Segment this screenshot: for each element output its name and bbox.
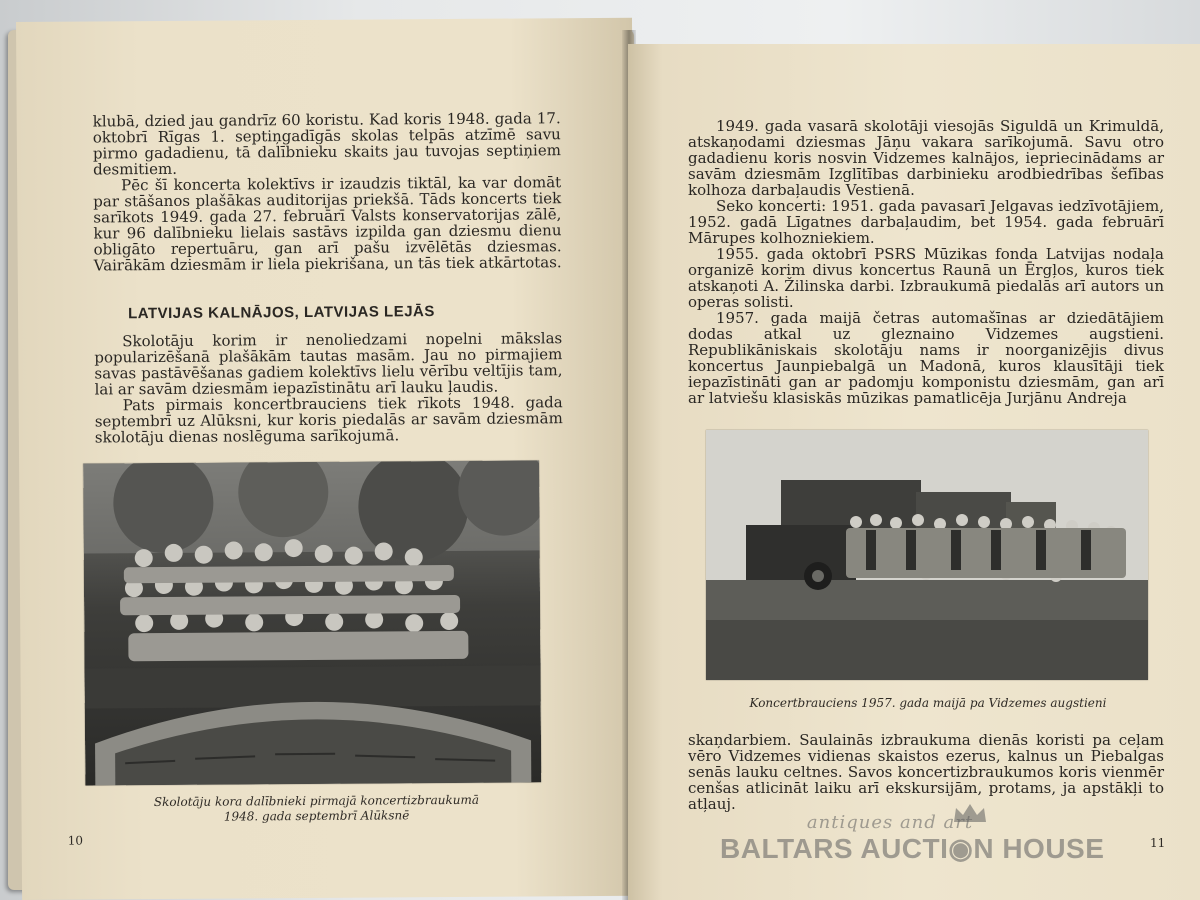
left-page-text-top: [93, 110, 562, 273]
right-page-text-bottom: [688, 732, 1164, 812]
choir-photo-image: [83, 460, 541, 785]
left-paragraph-3: Skolotāju korim ir nenoliedzami nopelni mākslas popularizēšanā plašākām tautas masām. Jau no pirmajiem savas pastāvēšanas gadiem kolektīvs lielu vērību veltījis tam, lai ar savām dziesmām iepazīstinātu arī lauku ļaudis.: [94, 329, 563, 399]
concert-trip-photo-image: [706, 430, 1148, 680]
right-paragraph-1: 1949. gada vasarā skolotāji viesojās Siguldā un Krimuldā, atskaņodami dziesmas Jāņu vakara sarīkojumā. Savu otro gadadienu koris nosvin Vidzemes kalnājos, iepriecinādams ar savām dziesmām Izglītības darbinieku arodbiedrības šefības kolhoza darbaļaudis Vestienā.: [688, 117, 1164, 199]
left-paragraph-1: klubā, dzied jau gandrīz 60 koristu. Kad koris 1948. gada 17. oktobrī Rīgas 1. septiņgadīgās skolas telpās atzīmē savu pirmo gadadienu, tā dalībnieku skaits jau tuvojas septiņiem desmitiem.: [92, 109, 561, 179]
right-photo-caption: Koncertbrauciens 1957. gada maijā pa Vidzemes augstieni: [749, 696, 1107, 710]
choir-group-photo: [83, 460, 541, 785]
left-paragraph-4: Pats pirmais koncertbrauciens tiek rīkots 1948. gada septembrī uz Alūksni, kur koris piedalās ar savām dziesmām skolotāju dienas noslēguma sarīkojumā.: [94, 393, 563, 447]
right-paragraph-3: 1955. gada oktobrī PSRS Mūzikas fonda Latvijas nodaļa organizē korim divus koncertus Raunā un Ērgļos, kuros tiek atskaņoti A. Žilinska darbi. Izbraukumā piedalās arī autors un operas solisti.: [688, 245, 1164, 311]
left-page-number: 10: [67, 833, 84, 848]
left-page: [16, 18, 638, 900]
right-page: [628, 44, 1200, 900]
right-paragraph-2: Seko koncerti: 1951. gada pavasarī Jelgavas iedzīvotājiem, 1952. gadā Līgatnes darbaļaudim, bet 1954. gada februārī Mārupes kolhozniekiem.: [688, 197, 1164, 247]
left-caption-line-2: 1948. gada septembrī Alūksnē: [223, 808, 410, 824]
watermark-subtitle: antiques and art: [806, 812, 974, 833]
left-caption-line-1: Skolotāju kora dalībnieki pirmajā koncertizbraukumā: [153, 792, 480, 810]
right-paragraph-5: skaņdarbiem. Saulainās izbraukuma dienās koristi pa ceļam vēro Vidzemes vidienas skaistos ezerus, kalnus un Piebalgas senās lauku celtnes. Savos koncertizbraukumos koris vienmēr cenšas atlicināt laiku arī ekskursijām, protams, ja apstākļi to atļauj.: [688, 731, 1164, 813]
right-page-text-top: [688, 118, 1164, 406]
right-paragraph-4: 1957. gada maijā četras automašīnas ar dziedātājiem dodas atkal uz gleznaino Vidzemes augstieni. Republikāniskais skolotāju nams ir noorganizējis divus koncertus Jaunpiebalgā un Madonā, kuros klausītāji tiek iepazīstināti gan ar padomju komponistu dziesmām, gan arī ar latviešu klasiskās mūzikas pamatlicēja Jurjānu Andreja: [688, 309, 1164, 407]
right-page-number: 11: [1150, 836, 1166, 850]
left-photo-caption: [81, 792, 551, 825]
left-paragraph-2: Pēc šī koncerta kolektīvs ir izaudzis tiktāl, ka var domāt par stāšanos plašākas auditorijas priekšā. Tāds koncerts tiek sarīkots 1949. gada 27. februārī Valsts konservatorijas zālē, kur 96 dalībnieku lielais sastāvs izpilda gan dziesmu dienu obligāto repertuāru, gan arī pašu izvēlētās dziesmas. Vairākām dziesmām ir liela piekrišana, un tās tiek atkārtotas.: [93, 173, 562, 275]
watermark-title: BALTARS AUCTI◉N HOUSE: [720, 833, 1105, 864]
auction-house-watermark: [720, 812, 1120, 872]
section-heading: LATVIJAS KALNĀJOS, LATVIJAS LEJĀS: [127, 303, 435, 323]
left-page-text-bottom: [94, 330, 563, 445]
concert-trip-photo: [706, 430, 1148, 680]
